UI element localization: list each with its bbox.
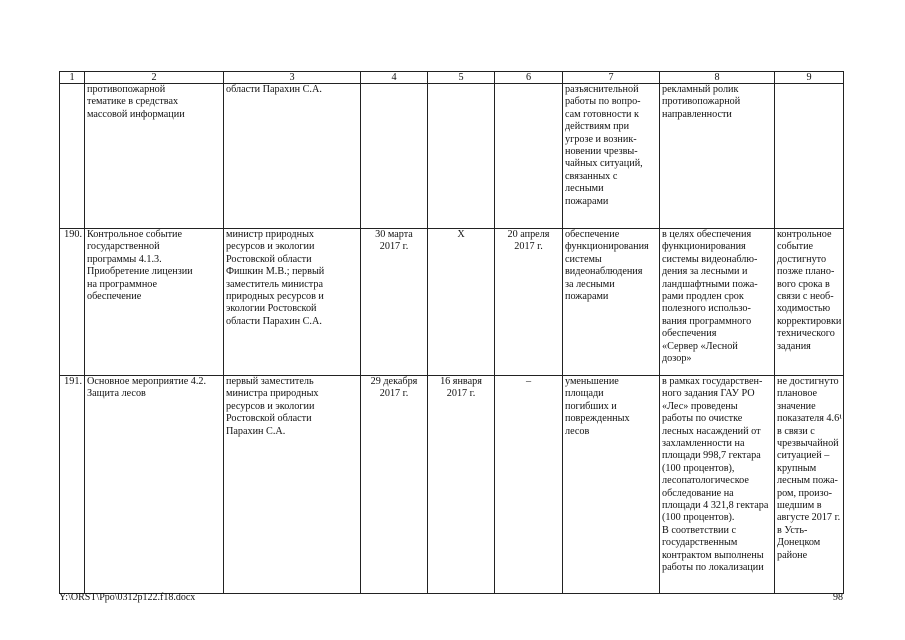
table-row [60,376,844,594]
achieved-result-line: лесопатологическое [662,475,749,487]
expected-result [563,376,660,594]
column-number-2: 2 [85,72,224,84]
problems-notes-line: технического [777,328,835,340]
activity-name-line: массовой информации [87,108,185,120]
achieved-result-line: рами продлен срок [662,291,744,303]
activity-name [85,229,224,376]
row-number: 190. [60,229,85,376]
activity-name-line: Контрольное событие [87,229,182,240]
activity-name-line: обеспечение [87,291,142,303]
responsible-executor-line: Парахин С.А. [226,425,286,437]
achieved-result-line: ландшафтными пожа- [662,278,758,290]
expected-result-line: лесов [565,425,590,437]
achieved-result-line: (100 процентов), [662,462,735,474]
planned-date [361,84,428,229]
activity-name-line: Защита лесов [87,388,146,400]
responsible-executor [224,229,361,376]
achieved-result-line: рекламный ролик [662,84,739,95]
achieved-result-line: в целях обеспечения [662,229,752,240]
column-number-3: 3 [224,72,361,84]
achieved-result-line: обследование на [662,487,734,499]
achieved-result-line: противопожарной [662,96,741,108]
actual-start-date [428,229,495,376]
planned-date-line: 2017 г. [379,388,409,400]
achieved-result-line: функционирования [662,241,746,253]
responsible-executor [224,376,361,594]
actual-start-date-line: Х [457,229,465,240]
actual-start-date [428,376,495,594]
actual-end-date-line: – [525,376,532,387]
responsible-executor-line: министра природных [226,388,319,400]
achieved-result-line: площади 998,7 гектара [662,450,761,462]
row-number [60,84,85,229]
problems-notes [775,84,844,229]
achieved-result-line: направленности [662,108,732,120]
problems-notes-line: крупным [777,462,817,474]
expected-result-line: разъяснительной [565,84,639,95]
file-path: Y:\ORST\Ppo\0312p122.f18.docx [59,592,196,603]
expected-result-line: связанных с [565,170,618,182]
responsible-executor-line: Фишкин М.В.; первый [226,266,325,278]
responsible-executor-line: Ростовской области [226,413,312,425]
activity-name-line: противопожарной [87,84,166,95]
planned-date-line: 29 декабря [370,376,418,387]
problems-notes-line: событие [777,241,814,253]
problems-notes-line: чрезвычайной [777,438,839,450]
achieved-result-line: В соответствии с [662,524,736,536]
expected-result-line: новении чрезвы- [565,146,638,158]
expected-result-line: функционирования [565,241,649,253]
problems-notes-line: контрольное [777,229,832,240]
expected-result-line: сам готовности к [565,108,639,120]
expected-result-line: угрозе и возник- [565,133,637,145]
problems-notes-line: достигнуто [777,253,827,265]
problems-notes [775,229,844,376]
actual-end-date [495,376,563,594]
problems-notes-line: не достигнуто [777,376,839,387]
expected-result [563,229,660,376]
actual-end-date-line: 20 апреля [507,229,550,240]
achieved-result-line: государственным [662,537,738,549]
column-number-8: 8 [660,72,775,84]
problems-notes-line: вого срока в [777,278,830,290]
achieved-result-line: площади 4 321,8 гектара [662,500,769,512]
planned-date-line: 2017 г. [379,241,409,253]
expected-result-line: пожарами [565,195,609,207]
achieved-result-line: лесных насаждений от [662,425,761,437]
achieved-result-line: ного задания ГАУ РО [662,388,755,400]
table-body [60,72,844,594]
table-row [60,229,844,376]
expected-result-line: работы по вопро- [565,96,641,108]
table-row [60,84,844,229]
achieved-result-line: контрактом выполнены [662,549,764,561]
expected-result-line: пожарами [565,291,609,303]
problems-notes-line: значение [777,400,816,412]
responsible-executor-line: ресурсов и экологии [226,241,315,253]
page-number: 98 [833,592,843,603]
activity-name [85,376,224,594]
achieved-result-line: обеспечения [662,328,717,340]
problems-notes-line: в Усть- [777,524,808,536]
problems-notes-line: ром, произо- [777,487,833,499]
responsible-executor-line: ресурсов и экологии [226,400,315,412]
problems-notes-line: районе [777,549,808,561]
problems-notes-line: шедшим в [777,500,822,512]
column-number-7: 7 [563,72,660,84]
expected-result-line: погибших и [565,400,617,412]
achieved-result-line: «Сервер «Лесной [662,340,738,352]
actual-start-date-line: 16 января [440,376,482,387]
achieved-result-line: «Лес» проведены [662,400,738,412]
problems-notes-line: плановое [777,388,818,400]
achieved-result [660,84,775,229]
responsible-executor-line: области Парахин С.А. [226,84,322,95]
achieved-result-line: (100 процентов). [662,512,735,524]
achieved-result-line: работы по локализации [662,562,764,574]
planned-date [361,229,428,376]
expected-result-line: чайных ситуаций, [565,158,643,170]
responsible-executor-line: Ростовской области [226,253,312,265]
activity-name-line: на программное [87,278,158,290]
achieved-result [660,376,775,594]
problems-notes-line: ходимостью [777,303,831,315]
expected-result-line: обеспечение [565,229,620,240]
responsible-executor-line: экологии Ростовской [226,303,317,315]
expected-result [563,84,660,229]
actual-start-date [428,84,495,229]
achieved-result-line: системы видеонаблю- [662,253,758,265]
responsible-executor [224,84,361,229]
achieved-result-line: дозор» [662,353,692,365]
responsible-executor-line: области Парахин С.А. [226,315,322,327]
activity-name-line: государственной [87,241,160,253]
planned-date [361,376,428,594]
problems-notes-line: связи с необ- [777,291,834,303]
problems-notes-line: задания [777,340,811,352]
expected-result-line: лесными [565,183,604,195]
row-number: 191. [60,376,85,594]
expected-result-line: уменьшение [565,376,619,387]
column-number-5: 5 [428,72,495,84]
problems-notes-line: ситуацией – [777,450,830,462]
actual-start-date-line: 2017 г. [446,388,476,400]
activity-name [85,84,224,229]
problems-notes-line: Донецком [777,537,821,549]
activity-name-line: Основное мероприятие 4.2. [87,376,207,387]
achieved-result-line: работы по очистке [662,413,743,425]
achieved-result [660,229,775,376]
responsible-executor-line: природных ресурсов и [226,291,324,303]
column-number-9: 9 [775,72,844,84]
activity-name-line: программы 4.1.3. [87,253,162,265]
problems-notes-line: показателя 4.6¹ [777,413,843,425]
actual-end-date [495,229,563,376]
expected-result-line: видеонаблюдения [565,266,643,278]
problems-notes-line: лесным пожа- [777,475,838,487]
expected-result-line: за лесными [565,278,615,290]
document-table [59,71,844,594]
responsible-executor-line: первый заместитель [226,376,314,387]
column-number-1: 1 [60,72,85,84]
achieved-result-line: дения за лесными и [662,266,748,278]
expected-result-line: поврежденных [565,413,630,425]
activity-name-line: тематике в средствах [87,96,179,108]
planned-date-line: 30 марта [375,229,413,240]
problems-notes-line: позже плано- [777,266,835,278]
responsible-executor-line: министр природных [226,229,315,240]
achieved-result-line: вания программного [662,315,752,327]
activity-name-line: Приобретение лицензии [87,266,193,278]
actual-end-date [495,84,563,229]
problems-notes-line: в связи с [777,425,815,437]
expected-result-line: системы [565,253,602,265]
problems-notes [775,376,844,594]
achieved-result-line: захламленности на [662,438,745,450]
achieved-result-line: полезного использо- [662,303,751,315]
problems-notes-line: корректировки [777,315,842,327]
problems-notes-line: августе 2017 г. [777,512,841,524]
expected-result-line: площади [565,388,604,400]
actual-end-date-line: 2017 г. [514,241,543,253]
column-number-4: 4 [361,72,428,84]
column-number-row [60,72,844,84]
achieved-result-line: в рамках государствен- [662,376,763,387]
column-number-6: 6 [495,72,563,84]
responsible-executor-line: заместитель министра [226,278,323,290]
expected-result-line: действиям при [565,121,630,133]
